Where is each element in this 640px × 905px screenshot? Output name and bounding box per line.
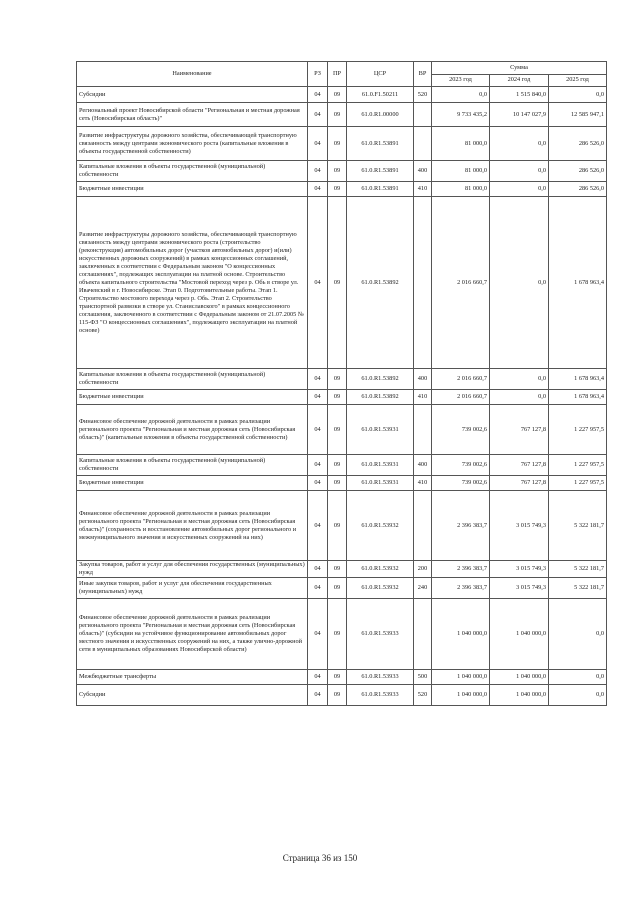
cell-vr: 410 bbox=[414, 476, 432, 491]
cell-2023: 1 040 000,0 bbox=[432, 685, 490, 706]
page-number: Страница 36 из 150 bbox=[282, 853, 358, 863]
cell-rz: 04 bbox=[308, 491, 328, 561]
cell-rz: 04 bbox=[308, 390, 328, 405]
cell-csr: 61.0.R1.53891 bbox=[347, 127, 414, 161]
header-rz: РЗ bbox=[308, 62, 328, 87]
cell-2025: 0,0 bbox=[549, 670, 607, 685]
cell-rz: 04 bbox=[308, 103, 328, 127]
cell-csr: 61.0.R1.53933 bbox=[347, 670, 414, 685]
cell-vr: 400 bbox=[414, 369, 432, 390]
cell-2024: 767 127,8 bbox=[490, 476, 549, 491]
cell-2023: 2 016 660,7 bbox=[432, 390, 490, 405]
cell-name: Финансовое обеспечение дорожной деятельности в рамках реализации регионального проекта "Региональная и местная дорожная сеть (Новосибирская область)" (сохранность и восстановление автомобильных дорог регионального и межмуниципального значения и искусственных сооружений на них) bbox=[77, 491, 308, 561]
cell-csr: 61.0.F1.50211 bbox=[347, 87, 414, 103]
cell-2024: 0,0 bbox=[490, 182, 549, 197]
cell-csr: 61.0.R1.00000 bbox=[347, 103, 414, 127]
cell-rz: 04 bbox=[308, 161, 328, 182]
header-year-2025: 2025 год bbox=[549, 74, 607, 87]
cell-2023: 2 396 383,7 bbox=[432, 491, 490, 561]
cell-2024: 0,0 bbox=[490, 127, 549, 161]
cell-2025: 5 322 181,7 bbox=[549, 578, 607, 599]
cell-pr: 09 bbox=[328, 161, 347, 182]
cell-2025: 5 322 181,7 bbox=[549, 561, 607, 578]
cell-2024: 767 127,8 bbox=[490, 405, 549, 455]
cell-rz: 04 bbox=[308, 127, 328, 161]
cell-rz: 04 bbox=[308, 476, 328, 491]
cell-2023: 739 002,6 bbox=[432, 405, 490, 455]
header-pr: ПР bbox=[328, 62, 347, 87]
cell-2023: 739 002,6 bbox=[432, 476, 490, 491]
cell-csr: 61.0.R1.53931 bbox=[347, 455, 414, 476]
cell-rz: 04 bbox=[308, 197, 328, 369]
cell-2025: 286 526,0 bbox=[549, 182, 607, 197]
cell-2025: 0,0 bbox=[549, 87, 607, 103]
table-row bbox=[77, 390, 607, 405]
cell-vr: 400 bbox=[414, 161, 432, 182]
table-row bbox=[77, 161, 607, 182]
cell-rz: 04 bbox=[308, 455, 328, 476]
cell-vr: 520 bbox=[414, 87, 432, 103]
cell-2024: 0,0 bbox=[490, 197, 549, 369]
header-sums: Сумма bbox=[432, 62, 607, 75]
cell-2023: 2 396 383,7 bbox=[432, 561, 490, 578]
cell-name: Закупка товаров, работ и услуг для обеспечения государственных (муниципальных) нужд bbox=[77, 561, 308, 578]
cell-vr: 410 bbox=[414, 390, 432, 405]
cell-pr: 09 bbox=[328, 455, 347, 476]
cell-2023: 1 040 000,0 bbox=[432, 599, 490, 670]
cell-vr bbox=[414, 405, 432, 455]
cell-vr bbox=[414, 197, 432, 369]
cell-2023: 1 040 000,0 bbox=[432, 670, 490, 685]
cell-2025: 5 322 181,7 bbox=[549, 491, 607, 561]
cell-2023: 2 016 660,7 bbox=[432, 197, 490, 369]
cell-2025: 1 227 957,5 bbox=[549, 405, 607, 455]
cell-2023: 2 396 383,7 bbox=[432, 578, 490, 599]
cell-2024: 0,0 bbox=[490, 161, 549, 182]
cell-rz: 04 bbox=[308, 561, 328, 578]
cell-vr: 410 bbox=[414, 182, 432, 197]
table-body bbox=[77, 87, 607, 706]
cell-pr: 09 bbox=[328, 127, 347, 161]
cell-2025: 12 585 947,1 bbox=[549, 103, 607, 127]
cell-pr: 09 bbox=[328, 405, 347, 455]
cell-name: Развитие инфраструктуры дорожного хозяйства, обеспечивающей транспортную связанность между центрами экономического роста (капитальные вложения в объекты государственной собственности) bbox=[77, 127, 308, 161]
table-row bbox=[77, 455, 607, 476]
cell-2025: 1 227 957,5 bbox=[549, 455, 607, 476]
cell-csr: 61.0.R1.53892 bbox=[347, 390, 414, 405]
cell-2024: 0,0 bbox=[490, 369, 549, 390]
cell-name: Капитальные вложения в объекты государственной (муниципальной) собственности bbox=[77, 161, 308, 182]
table-row bbox=[77, 369, 607, 390]
cell-2023: 81 000,0 bbox=[432, 161, 490, 182]
cell-2025: 1 678 963,4 bbox=[549, 390, 607, 405]
cell-rz: 04 bbox=[308, 578, 328, 599]
cell-2024: 10 147 027,9 bbox=[490, 103, 549, 127]
table-row bbox=[77, 405, 607, 455]
cell-pr: 09 bbox=[328, 561, 347, 578]
cell-name: Развитие инфраструктуры дорожного хозяйства, обеспечивающей транспортную связанность между центрами экономического роста (строительство (реконструкция) автомобильных дорог (участков автомобильных дорог) и(или) искусственных дорожных сооружений) в рамках концессионных соглашений, заключенных в соответствии с Федеральным законом "О концессионных соглашениях", подлежащих эксплуатации на платной основе. Строительство объекта капитального строительства "Мостовой переход через р. Обь в створе ул. Ивачевский в г. Новосибирске. Этап 0. Подготовительные работы. Этап 1. Строительство мостового перехода через р. Обь. Этап 2. Строительство транспортной развязки в створе ул. Станиславского" в рамках концессионного соглашения, заключенного в соответствии с Федеральным законом от 21.07.2005 № 115-ФЗ "О концессионных соглашениях", подлежащего эксплуатации на платной основе) bbox=[77, 197, 308, 369]
cell-vr: 500 bbox=[414, 670, 432, 685]
cell-name: Межбюджетные трансферты bbox=[77, 670, 308, 685]
table-row bbox=[77, 182, 607, 197]
cell-pr: 09 bbox=[328, 578, 347, 599]
cell-2024: 3 015 749,3 bbox=[490, 491, 549, 561]
cell-2025: 1 678 963,4 bbox=[549, 197, 607, 369]
cell-2023: 2 016 660,7 bbox=[432, 369, 490, 390]
cell-2025: 0,0 bbox=[549, 599, 607, 670]
cell-vr: 520 bbox=[414, 685, 432, 706]
cell-name: Капитальные вложения в объекты государственной (муниципальной) собственности bbox=[77, 369, 308, 390]
cell-csr: 61.0.R1.53892 bbox=[347, 369, 414, 390]
table-row bbox=[77, 685, 607, 706]
table-row bbox=[77, 87, 607, 103]
cell-csr: 61.0.R1.53891 bbox=[347, 161, 414, 182]
header-name: Наименование bbox=[77, 62, 308, 87]
cell-2023: 81 000,0 bbox=[432, 182, 490, 197]
cell-2023: 9 733 435,2 bbox=[432, 103, 490, 127]
cell-pr: 09 bbox=[328, 87, 347, 103]
table-row bbox=[77, 491, 607, 561]
header-year-2024: 2024 год bbox=[490, 74, 549, 87]
cell-2024: 1 040 000,0 bbox=[490, 599, 549, 670]
cell-csr: 61.0.R1.53892 bbox=[347, 197, 414, 369]
cell-name: Региональный проект Новосибирской области "Региональная и местная дорожная сеть (Новосибирская область)" bbox=[77, 103, 308, 127]
cell-vr: 200 bbox=[414, 561, 432, 578]
header-vr: ВР bbox=[414, 62, 432, 87]
header-csr: ЦСР bbox=[347, 62, 414, 87]
cell-2024: 1 040 000,0 bbox=[490, 685, 549, 706]
cell-vr bbox=[414, 127, 432, 161]
table-row bbox=[77, 103, 607, 127]
cell-2024: 3 015 749,3 bbox=[490, 561, 549, 578]
cell-pr: 09 bbox=[328, 103, 347, 127]
cell-rz: 04 bbox=[308, 369, 328, 390]
cell-2024: 0,0 bbox=[490, 390, 549, 405]
cell-2023: 739 002,6 bbox=[432, 455, 490, 476]
cell-vr: 240 bbox=[414, 578, 432, 599]
table-row bbox=[77, 670, 607, 685]
cell-2024: 767 127,8 bbox=[490, 455, 549, 476]
cell-csr: 61.0.R1.53932 bbox=[347, 491, 414, 561]
cell-2024: 3 015 749,3 bbox=[490, 578, 549, 599]
cell-csr: 61.0.R1.53931 bbox=[347, 476, 414, 491]
cell-rz: 04 bbox=[308, 182, 328, 197]
cell-2025: 0,0 bbox=[549, 685, 607, 706]
cell-vr: 400 bbox=[414, 455, 432, 476]
cell-2024: 1 040 000,0 bbox=[490, 670, 549, 685]
cell-rz: 04 bbox=[308, 87, 328, 103]
cell-pr: 09 bbox=[328, 599, 347, 670]
cell-csr: 61.0.R1.53931 bbox=[347, 405, 414, 455]
cell-name: Бюджетные инвестиции bbox=[77, 390, 308, 405]
cell-2025: 286 526,0 bbox=[549, 127, 607, 161]
cell-csr: 61.0.R1.53933 bbox=[347, 599, 414, 670]
cell-2024: 1 515 840,0 bbox=[490, 87, 549, 103]
cell-2023: 0,0 bbox=[432, 87, 490, 103]
cell-csr: 61.0.R1.53933 bbox=[347, 685, 414, 706]
cell-2025: 1 678 963,4 bbox=[549, 369, 607, 390]
cell-pr: 09 bbox=[328, 182, 347, 197]
cell-pr: 09 bbox=[328, 476, 347, 491]
cell-name: Финансовое обеспечение дорожной деятельности в рамках реализации регионального проекта "Региональная и местная дорожная сеть (Новосибирская область)" (капитальные вложения в объекты государственной собственности) bbox=[77, 405, 308, 455]
cell-2025: 1 227 957,5 bbox=[549, 476, 607, 491]
cell-vr bbox=[414, 491, 432, 561]
cell-2023: 81 000,0 bbox=[432, 127, 490, 161]
cell-vr bbox=[414, 599, 432, 670]
cell-2025: 286 526,0 bbox=[549, 161, 607, 182]
cell-pr: 09 bbox=[328, 390, 347, 405]
cell-pr: 09 bbox=[328, 369, 347, 390]
table-row bbox=[77, 197, 607, 369]
cell-pr: 09 bbox=[328, 685, 347, 706]
cell-rz: 04 bbox=[308, 670, 328, 685]
cell-rz: 04 bbox=[308, 599, 328, 670]
budget-table bbox=[76, 61, 607, 706]
table-row bbox=[77, 599, 607, 670]
cell-name: Субсидии bbox=[77, 685, 308, 706]
cell-vr bbox=[414, 103, 432, 127]
table-row bbox=[77, 561, 607, 578]
cell-name: Субсидии bbox=[77, 87, 308, 103]
header-year-2023: 2023 год bbox=[432, 74, 490, 87]
cell-csr: 61.0.R1.53932 bbox=[347, 578, 414, 599]
table-row bbox=[77, 476, 607, 491]
cell-pr: 09 bbox=[328, 491, 347, 561]
cell-name: Капитальные вложения в объекты государственной (муниципальной) собственности bbox=[77, 455, 308, 476]
cell-csr: 61.0.R1.53932 bbox=[347, 561, 414, 578]
cell-rz: 04 bbox=[308, 685, 328, 706]
cell-pr: 09 bbox=[328, 197, 347, 369]
cell-csr: 61.0.R1.53891 bbox=[347, 182, 414, 197]
cell-name: Иные закупки товаров, работ и услуг для обеспечения государственных (муниципальных) нужд bbox=[77, 578, 308, 599]
table-row bbox=[77, 127, 607, 161]
cell-rz: 04 bbox=[308, 405, 328, 455]
cell-pr: 09 bbox=[328, 670, 347, 685]
cell-name: Финансовое обеспечение дорожной деятельности в рамках реализации регионального проекта "Региональная и местная дорожная сеть (Новосибирская область)" (субсидии на устойчивое функционирование автомобильных дорог местного значения и искусственных сооружений на них, а также улично-дорожной сети в муниципальных образованиях Новосибирской области) bbox=[77, 599, 308, 670]
cell-name: Бюджетные инвестиции bbox=[77, 182, 308, 197]
table-row bbox=[77, 578, 607, 599]
cell-name: Бюджетные инвестиции bbox=[77, 476, 308, 491]
